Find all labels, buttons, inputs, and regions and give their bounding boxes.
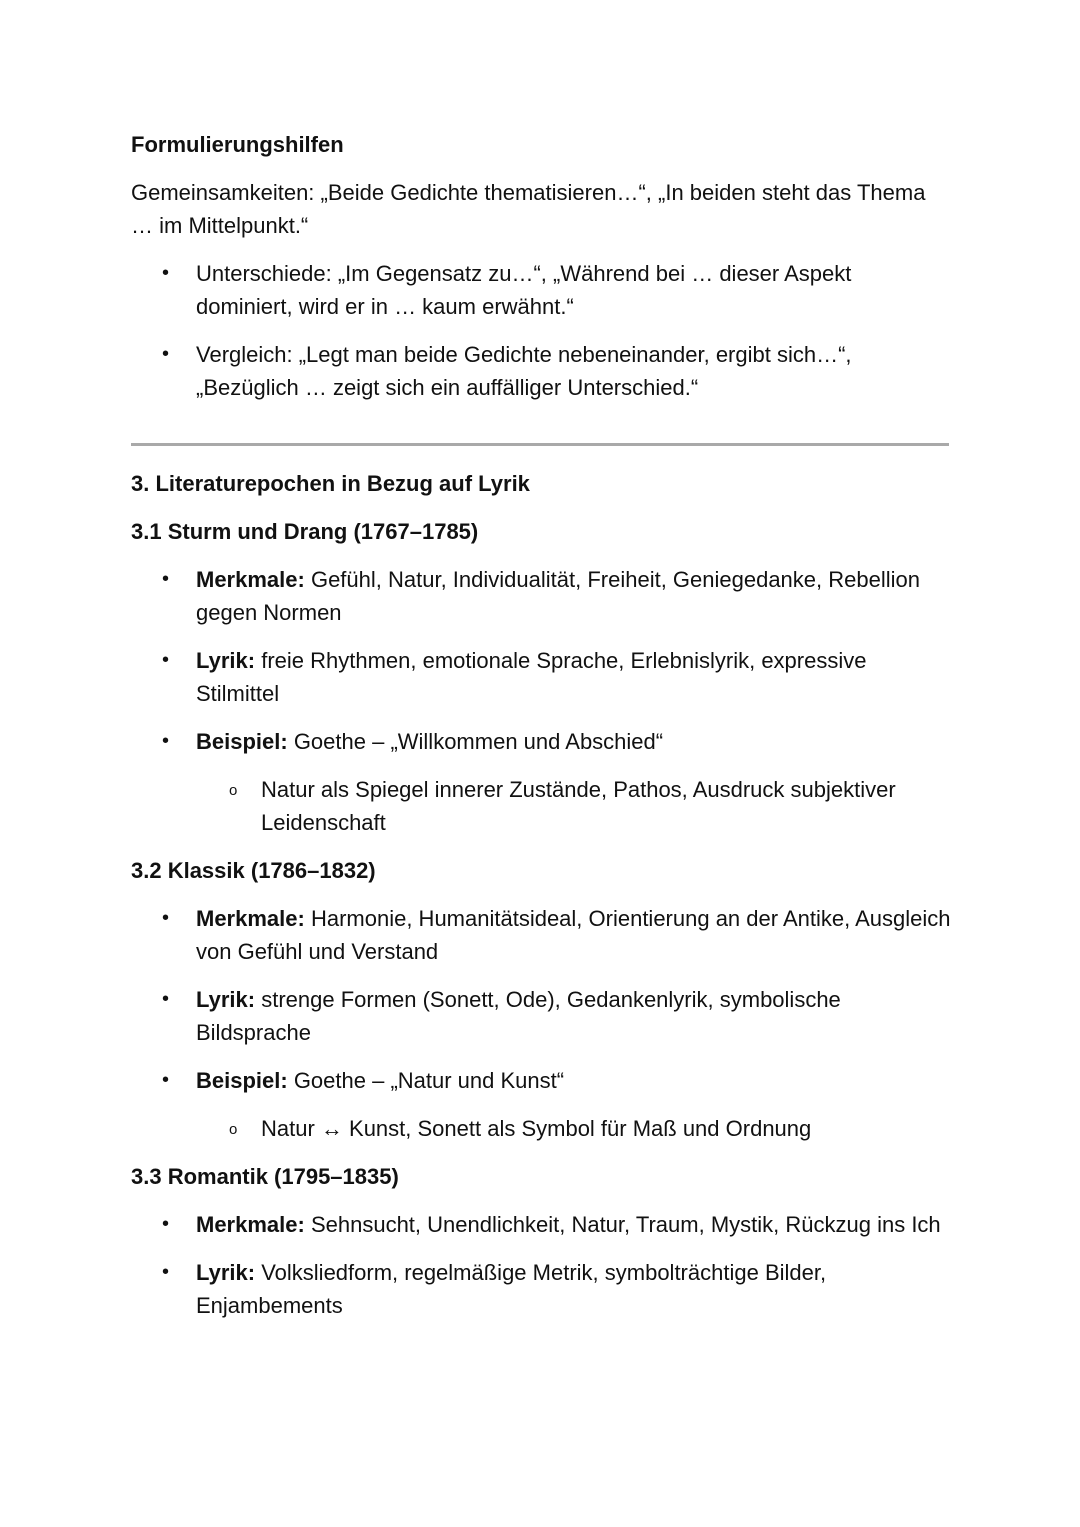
merkmale-text: Harmonie, Humanitätsideal, Orientierung an der Antike, Ausgleich von Gefühl und Verstand <box>196 906 951 964</box>
list-item-lyrik <box>131 644 951 710</box>
list-item-merkmale <box>131 1208 951 1241</box>
list-item-merkmale <box>131 902 951 968</box>
lyrik-label: Lyrik: <box>196 1260 256 1285</box>
horizontal-divider <box>131 443 949 446</box>
list-item-beispiel <box>131 1064 951 1097</box>
list-item-vergleich: • Vergleich: „Legt man beide Gedichte nebeneinander, ergibt sich…“, „Bezüglich … zeigt sich ein auffälliger Unterschied.“ <box>131 338 951 404</box>
epoch-romantik-list <box>131 1208 951 1322</box>
sub-list-item-note: o Natur ↔ Kunst, Sonett als Symbol für Maß und Ordnung <box>131 1112 951 1145</box>
formulierungshilfen-heading: Formulierungshilfen <box>131 132 344 157</box>
lyrik-label: Lyrik: <box>196 648 256 673</box>
beispiel-sublist <box>131 1112 951 1145</box>
sub-list-item-note: o Natur als Spiegel innerer Zustände, Pathos, Ausdruck subjektiver Leidenschaft <box>131 773 951 839</box>
merkmale-text: Gefühl, Natur, Individualität, Freiheit, Geniegedanke, Rebellion gegen Normen <box>196 567 920 625</box>
lyrik-text: strenge Formen (Sonett, Ode), Gedankenlyrik, symbolische Bildsprache <box>196 987 841 1045</box>
merkmale-label: Merkmale: <box>196 906 305 931</box>
beispiel-text: Goethe – „Natur und Kunst“ <box>287 1068 565 1093</box>
list-item-beispiel <box>131 725 951 758</box>
epoch-sturm-und-drang-heading: 3.1 Sturm und Drang (1767–1785) <box>131 519 479 544</box>
epoch-klassik-heading: 3.2 Klassik (1786–1832) <box>131 858 376 883</box>
beispiel-text: Goethe – „Willkommen und Abschied“ <box>287 729 664 754</box>
lyrik-text: freie Rhythmen, emotionale Sprache, Erlebnislyrik, expressive Stilmittel <box>196 648 867 706</box>
list-item-merkmale <box>131 563 951 629</box>
lyrik-text: Volksliedform, regelmäßige Metrik, symbolträchtige Bilder, Enjambements <box>196 1260 827 1318</box>
gemeinsamkeiten-paragraph: Gemeinsamkeiten: „Beide Gedichte thematisieren…“, „In beiden steht das Thema … im Mittelpunkt.“ <box>131 180 926 238</box>
list-item-lyrik <box>131 983 951 1049</box>
lyrik-label: Lyrik: <box>196 987 256 1012</box>
list-item-lyrik <box>131 1256 951 1322</box>
document-page <box>131 128 951 1322</box>
merkmale-label: Merkmale: <box>196 1212 305 1237</box>
formulierung-list <box>131 257 951 404</box>
beispiel-label: Beispiel: <box>196 1068 288 1093</box>
list-item-unterschiede: • Unterschiede: „Im Gegensatz zu…“, „Während bei … dieser Aspekt dominiert, wird er in … kaum erwähnt.“ <box>131 257 951 323</box>
merkmale-label: Merkmale: <box>196 567 305 592</box>
epoch-sturm-und-drang-list <box>131 563 951 758</box>
section-3-heading: 3. Literaturepochen in Bezug auf Lyrik <box>131 471 530 496</box>
beispiel-label: Beispiel: <box>196 729 288 754</box>
merkmale-text: Sehnsucht, Unendlichkeit, Natur, Traum, Mystik, Rückzug ins Ich <box>304 1212 941 1237</box>
epoch-klassik-list <box>131 902 951 1097</box>
beispiel-sublist <box>131 773 951 839</box>
epoch-romantik-heading: 3.3 Romantik (1795–1835) <box>131 1164 399 1189</box>
